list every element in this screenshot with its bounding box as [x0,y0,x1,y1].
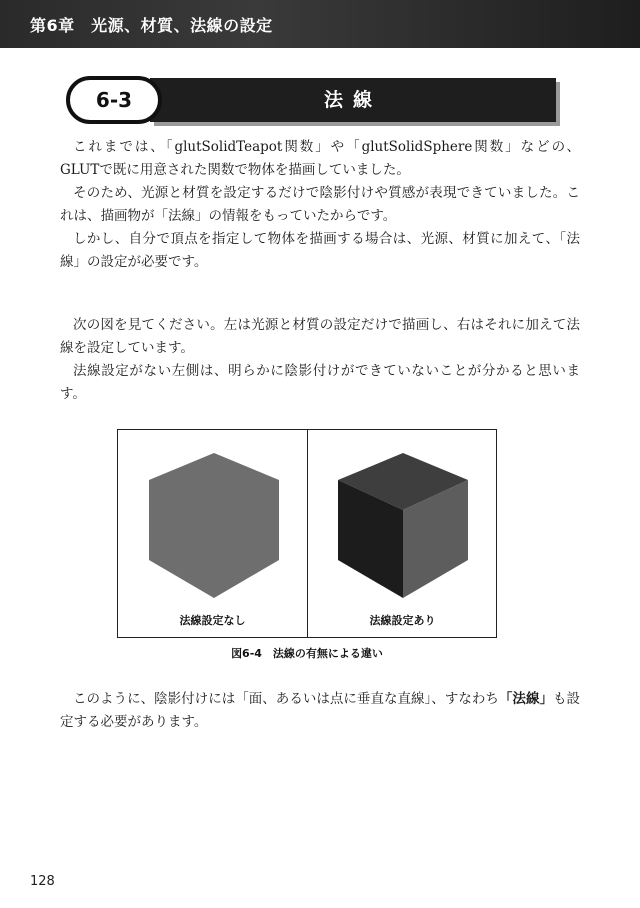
chapter-header [0,0,640,48]
figure-divider [307,430,308,637]
flat-cube-shape [149,453,279,598]
intro-paragraphs [60,136,580,274]
page-number: 128 [30,874,55,889]
paragraph: 次の図を見てください。左は光源と材質の設定だけで描画し、右はそれに加えて法線を設定しています。 [60,317,580,356]
left-cube-caption: 法線設定なし [179,614,246,627]
closing-text: このように、陰影付けには「面、あるいは点に垂直な直線」、すなわち [73,691,499,707]
paragraph: 法線設定がない左側は、明らかに陰影付けができていないことが分かると思います。 [60,363,580,402]
closing-paragraph [60,688,580,734]
paragraph: しかし、自分で頂点を指定して物体を描画する場合は、光源、材質に加えて、「法線」の設定が必要です。 [60,231,580,270]
section-title: 法線 [323,89,382,111]
figure-panel [117,429,497,638]
cube-with-normals [323,448,483,608]
closing-text-end: も設定する必要があります。 [60,691,581,730]
paragraph: そのため、光源と材質を設定するだけで陰影付けや質感が表現できていました。これは、描画物が「法線」の情報をもっていたからです。 [60,185,580,224]
chapter-title: 第6章 光源、材質、法線の設定 [30,16,273,35]
cube-without-normals [134,448,294,608]
section-number: 6-3 [95,88,133,112]
emphasis-normal: 「法線」 [498,691,553,707]
figure-caption: 図6-4 法線の有無による違い [231,647,383,660]
paragraph: これまでは、「glutSolidTeapot関数」や「glutSolidSphere関数」などの、GLUTで既に用意された関数で物体を描画していました。 [60,139,580,178]
right-cube-caption: 法線設定あり [369,614,436,627]
figure-intro-paragraphs [60,314,580,406]
